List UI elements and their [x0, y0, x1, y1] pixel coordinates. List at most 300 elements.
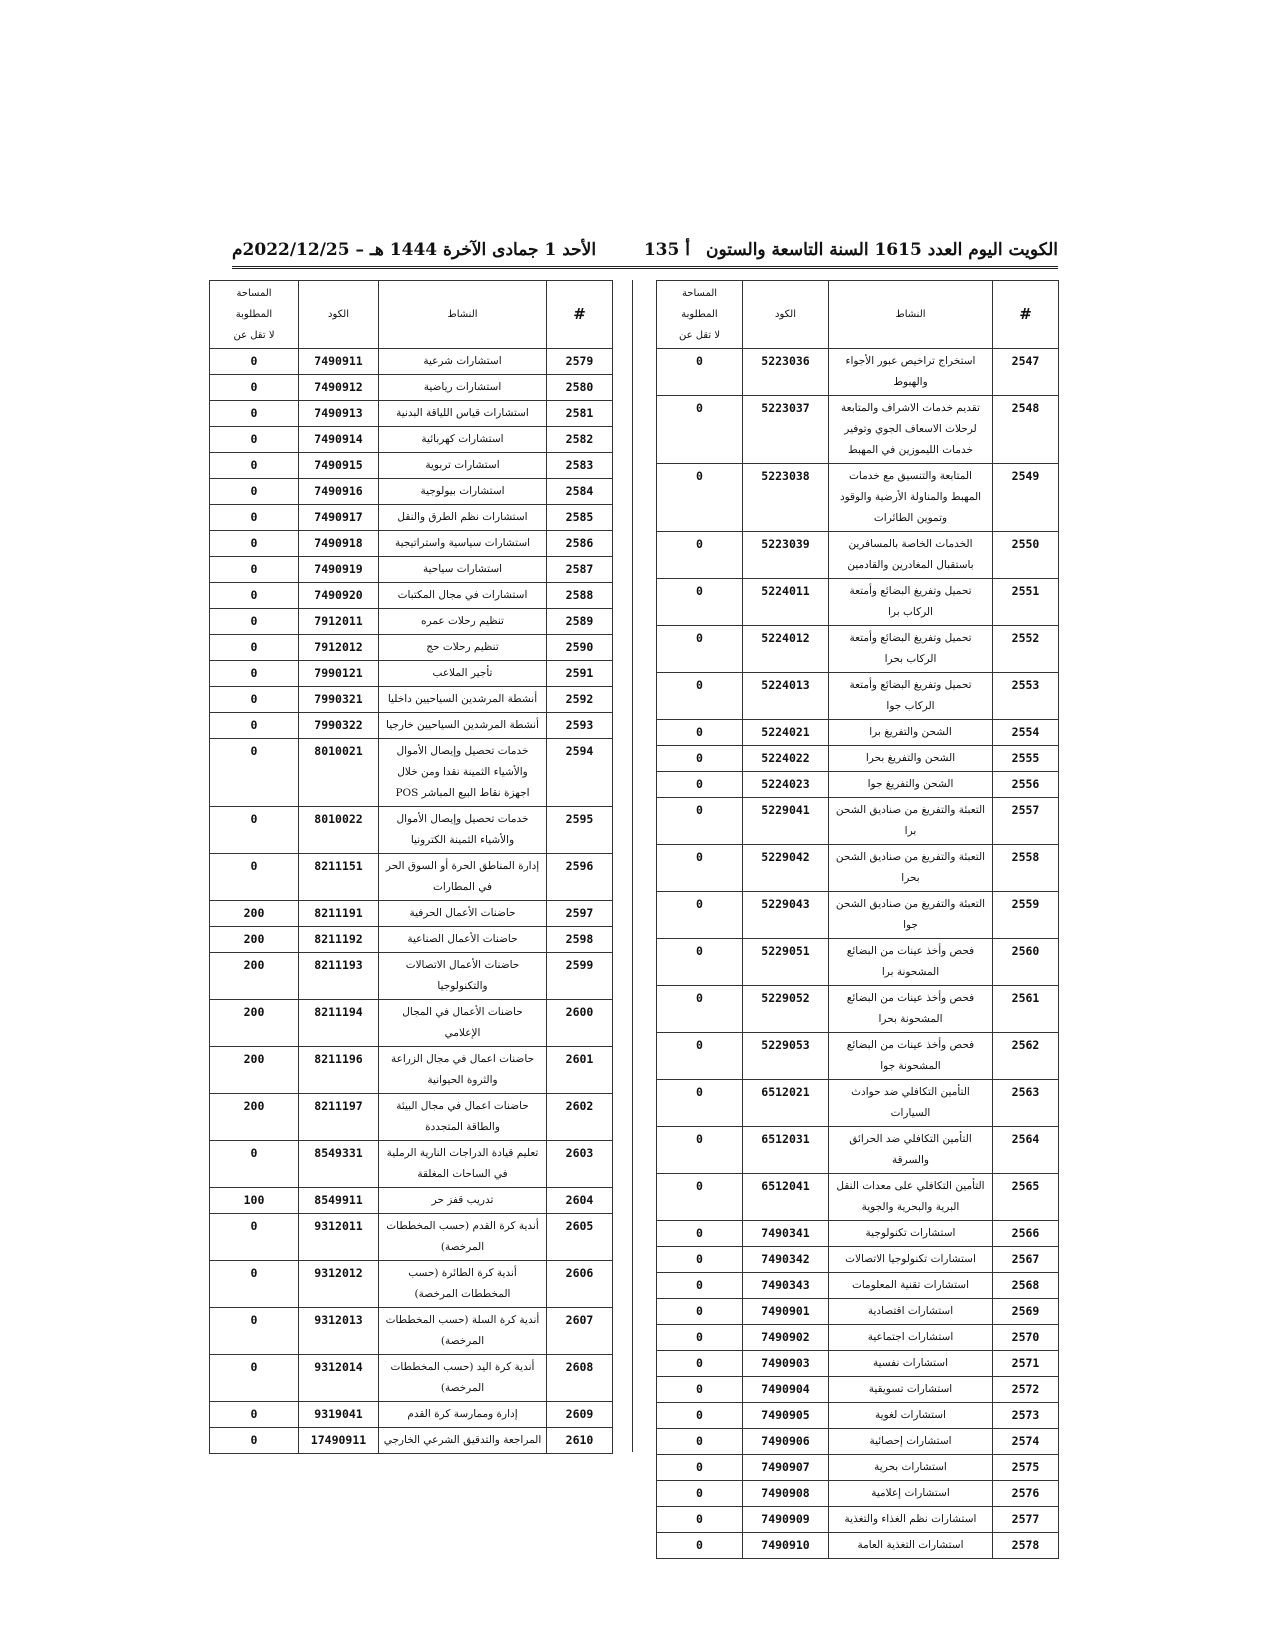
table-row — [210, 609, 613, 635]
col-header-area — [657, 281, 743, 349]
row-code: 6512021 — [743, 1080, 829, 1127]
row-code: 5223036 — [743, 349, 829, 396]
row-activity: حاضنات الأعمال في المجال الإعلامي — [379, 1000, 547, 1047]
row-code: 7990321 — [299, 687, 379, 713]
table-row — [210, 635, 613, 661]
row-area: 0 — [657, 1273, 743, 1299]
row-activity: تنظيم رحلات عمره — [379, 609, 547, 635]
col-header-area-line2: المطلوبة — [235, 309, 273, 320]
table-row — [210, 1355, 613, 1402]
row-number: 2552 — [993, 626, 1059, 673]
row-activity: استشارات شرعية — [379, 349, 547, 375]
row-number: 2595 — [547, 807, 613, 854]
row-area: 0 — [210, 807, 299, 854]
table-row — [657, 1221, 1059, 1247]
row-area: 0 — [657, 772, 743, 798]
col-header-area — [210, 281, 299, 349]
table-row — [657, 720, 1059, 746]
row-activity: التأمين التكافلي على معدات النقل البرية والبحرية والجوية — [829, 1174, 993, 1221]
table-row — [657, 1377, 1059, 1403]
row-area: 0 — [210, 739, 299, 807]
row-number: 2550 — [993, 532, 1059, 579]
row-activity: استشارات تكنولوجيا الاتصالات — [829, 1247, 993, 1273]
row-activity: خدمات تحصيل وإيصال الأموال والأشياء الثمينة الكترونيا — [379, 807, 547, 854]
row-code: 7990121 — [299, 661, 379, 687]
table-row — [210, 1214, 613, 1261]
row-code: 7490909 — [743, 1507, 829, 1533]
row-code: 6512041 — [743, 1174, 829, 1221]
row-activity: الشحن والتفريغ جوا — [829, 772, 993, 798]
row-number: 2575 — [993, 1455, 1059, 1481]
table-row — [657, 986, 1059, 1033]
table-row — [210, 661, 613, 687]
row-number: 2594 — [547, 739, 613, 807]
table-row — [657, 626, 1059, 673]
table-row — [657, 1033, 1059, 1080]
row-area: 0 — [210, 609, 299, 635]
row-area: 0 — [210, 1402, 299, 1428]
row-activity: تحميل وتفريغ البضائع وأمتعة الركاب جوا — [829, 673, 993, 720]
row-number: 2563 — [993, 1080, 1059, 1127]
col-header-area-line1: المساحة — [681, 288, 718, 299]
row-number: 2590 — [547, 635, 613, 661]
row-number: 2604 — [547, 1188, 613, 1214]
table-row — [210, 1000, 613, 1047]
row-number: 2603 — [547, 1141, 613, 1188]
row-area: 0 — [657, 532, 743, 579]
row-code: 17490911 — [299, 1428, 379, 1454]
table-row — [657, 1533, 1059, 1559]
row-code: 7490907 — [743, 1455, 829, 1481]
row-activity: استشارات تسويقية — [829, 1377, 993, 1403]
page-number: أ 135 — [643, 240, 690, 260]
row-number: 2581 — [547, 401, 613, 427]
row-activity: حاضنات اعمال في مجال الزراعة والثروة الحيوانية — [379, 1047, 547, 1094]
row-area: 0 — [210, 1214, 299, 1261]
left-activities-table — [209, 280, 613, 1454]
table-header-row — [210, 281, 613, 349]
table-row — [210, 479, 613, 505]
row-number: 2558 — [993, 845, 1059, 892]
left-table-body — [210, 349, 613, 1454]
row-code: 7912011 — [299, 609, 379, 635]
row-activity: استشارات نظم الطرق والنقل — [379, 505, 547, 531]
row-number: 2564 — [993, 1127, 1059, 1174]
row-area: 200 — [210, 1047, 299, 1094]
row-area: 0 — [657, 1325, 743, 1351]
table-row — [657, 532, 1059, 579]
row-area: 0 — [657, 579, 743, 626]
row-activity: أندية كرة السلة (حسب المخططات المرخصة) — [379, 1308, 547, 1355]
table-row — [210, 1261, 613, 1308]
row-number: 2599 — [547, 953, 613, 1000]
table-row — [210, 854, 613, 901]
row-area: 0 — [657, 396, 743, 464]
row-number: 2547 — [993, 349, 1059, 396]
row-code: 9312014 — [299, 1355, 379, 1402]
row-code: 8211196 — [299, 1047, 379, 1094]
row-area: 0 — [657, 673, 743, 720]
row-number: 2567 — [993, 1247, 1059, 1273]
row-activity: استشارات إعلامية — [829, 1481, 993, 1507]
table-row — [210, 1094, 613, 1141]
row-activity: أنشطة المرشدين السياحيين داخليا — [379, 687, 547, 713]
row-code: 8211192 — [299, 927, 379, 953]
row-activity: حاضنات الأعمال الصناعية — [379, 927, 547, 953]
row-code: 7490903 — [743, 1351, 829, 1377]
table-row — [210, 1402, 613, 1428]
col-header-code: الكود — [743, 281, 829, 349]
row-code: 7490911 — [299, 349, 379, 375]
col-header-number: # — [993, 281, 1059, 349]
row-number: 2559 — [993, 892, 1059, 939]
row-area: 0 — [657, 1247, 743, 1273]
table-row — [657, 939, 1059, 986]
row-number: 2583 — [547, 453, 613, 479]
row-area: 0 — [657, 939, 743, 986]
row-code: 8010021 — [299, 739, 379, 807]
table-row — [657, 1273, 1059, 1299]
row-number: 2562 — [993, 1033, 1059, 1080]
row-number: 2607 — [547, 1308, 613, 1355]
row-code: 8211193 — [299, 953, 379, 1000]
row-area: 0 — [210, 1261, 299, 1308]
row-number: 2582 — [547, 427, 613, 453]
row-activity: خدمات تحصيل وإيصال الأموال والأشياء الثمينة نقدا ومن خلال اجهزة نقاط البيع المباشر POS — [379, 739, 547, 807]
table-row — [210, 531, 613, 557]
row-number: 2556 — [993, 772, 1059, 798]
row-number: 2571 — [993, 1351, 1059, 1377]
row-area: 0 — [210, 1308, 299, 1355]
row-area: 0 — [210, 375, 299, 401]
row-code: 5224011 — [743, 579, 829, 626]
row-number: 2586 — [547, 531, 613, 557]
row-number: 2549 — [993, 464, 1059, 532]
col-header-area-line1: المساحة — [236, 288, 272, 299]
row-number: 2565 — [993, 1174, 1059, 1221]
table-row — [210, 453, 613, 479]
table-row — [210, 583, 613, 609]
row-activity: استشارات سياسية واستراتيجية — [379, 531, 547, 557]
row-area: 0 — [657, 746, 743, 772]
row-number: 2610 — [547, 1428, 613, 1454]
row-activity: أندية كرة القدم (حسب المخططات المرخصة) — [379, 1214, 547, 1261]
row-code: 7490343 — [743, 1273, 829, 1299]
row-number: 2584 — [547, 479, 613, 505]
row-number: 2587 — [547, 557, 613, 583]
row-activity: الشحن والتفريغ برا — [829, 720, 993, 746]
row-number: 2591 — [547, 661, 613, 687]
row-number: 2572 — [993, 1377, 1059, 1403]
row-code: 7490341 — [743, 1221, 829, 1247]
row-activity: استشارات إحصائية — [829, 1429, 993, 1455]
table-row — [657, 1299, 1059, 1325]
row-activity: الشحن والتفريغ بحرا — [829, 746, 993, 772]
row-code: 8549911 — [299, 1188, 379, 1214]
row-area: 0 — [657, 1377, 743, 1403]
col-header-activity: النشاط — [829, 281, 993, 349]
row-area: 0 — [657, 1221, 743, 1247]
row-area: 100 — [210, 1188, 299, 1214]
row-activity: تحميل وتفريغ البضائع وأمتعة الركاب بحرا — [829, 626, 993, 673]
row-area: 200 — [210, 953, 299, 1000]
row-activity: استشارات في مجال المكتبات — [379, 583, 547, 609]
table-row — [657, 746, 1059, 772]
table-row — [657, 396, 1059, 464]
row-area: 0 — [210, 1141, 299, 1188]
row-number: 2579 — [547, 349, 613, 375]
row-activity: أنشطة المرشدين السياحيين خارجيا — [379, 713, 547, 739]
row-code: 7912012 — [299, 635, 379, 661]
row-activity: استخراج تراخيص عبور الأجواء والهبوط — [829, 349, 993, 396]
row-code: 7490905 — [743, 1403, 829, 1429]
row-activity: استشارات التغذية العامة — [829, 1533, 993, 1559]
row-area: 0 — [657, 720, 743, 746]
row-activity: استشارات نفسية — [829, 1351, 993, 1377]
row-number: 2609 — [547, 1402, 613, 1428]
table-row — [657, 1481, 1059, 1507]
row-activity: استشارات رياضية — [379, 375, 547, 401]
row-area: 0 — [210, 505, 299, 531]
row-area: 200 — [210, 927, 299, 953]
row-activity: استشارات اقتصادية — [829, 1299, 993, 1325]
table-row — [210, 1188, 613, 1214]
row-area: 0 — [657, 1507, 743, 1533]
header-rule — [232, 266, 1058, 269]
row-area: 0 — [657, 1127, 743, 1174]
row-number: 2574 — [993, 1429, 1059, 1455]
row-code: 8211194 — [299, 1000, 379, 1047]
col-header-area-line2: المطلوبة — [681, 309, 718, 320]
row-number: 2601 — [547, 1047, 613, 1094]
row-code: 9312013 — [299, 1308, 379, 1355]
row-area: 0 — [657, 1403, 743, 1429]
row-code: 7490917 — [299, 505, 379, 531]
row-code: 5224012 — [743, 626, 829, 673]
row-area: 0 — [657, 1080, 743, 1127]
row-code: 7490912 — [299, 375, 379, 401]
row-activity: استشارات اجتماعية — [829, 1325, 993, 1351]
row-activity: أندية كرة اليد (حسب المخططات المرخصة) — [379, 1355, 547, 1402]
row-activity: استشارات بحرية — [829, 1455, 993, 1481]
row-code: 7490914 — [299, 427, 379, 453]
row-activity: استشارات بيولوجية — [379, 479, 547, 505]
row-number: 2557 — [993, 798, 1059, 845]
row-number: 2573 — [993, 1403, 1059, 1429]
row-code: 5224021 — [743, 720, 829, 746]
row-area: 0 — [210, 661, 299, 687]
row-area: 0 — [657, 1299, 743, 1325]
row-number: 2600 — [547, 1000, 613, 1047]
row-code: 6512031 — [743, 1127, 829, 1174]
row-number: 2570 — [993, 1325, 1059, 1351]
row-code: 8211197 — [299, 1094, 379, 1141]
table-row — [657, 1507, 1059, 1533]
row-area: 0 — [657, 845, 743, 892]
row-area: 0 — [210, 479, 299, 505]
row-code: 7490908 — [743, 1481, 829, 1507]
row-code: 9312012 — [299, 1261, 379, 1308]
row-number: 2561 — [993, 986, 1059, 1033]
table-row — [657, 1127, 1059, 1174]
row-activity: استشارات سياحية — [379, 557, 547, 583]
row-activity: تأجير الملاعب — [379, 661, 547, 687]
table-row — [657, 772, 1059, 798]
table-row — [210, 807, 613, 854]
row-activity: أندية كرة الطائرة (حسب المخططات المرخصة) — [379, 1261, 547, 1308]
table-row — [657, 1403, 1059, 1429]
row-area: 200 — [210, 901, 299, 927]
row-number: 2598 — [547, 927, 613, 953]
table-row — [657, 464, 1059, 532]
table-row — [210, 557, 613, 583]
row-number: 2592 — [547, 687, 613, 713]
col-header-area-line3: لا تقل عن — [233, 330, 275, 341]
row-number: 2569 — [993, 1299, 1059, 1325]
row-number: 2578 — [993, 1533, 1059, 1559]
row-code: 7490918 — [299, 531, 379, 557]
row-area: 0 — [657, 798, 743, 845]
table-row — [657, 1429, 1059, 1455]
right-activities-table — [656, 280, 1059, 1559]
row-code: 8010022 — [299, 807, 379, 854]
table-row — [210, 401, 613, 427]
row-code: 9312011 — [299, 1214, 379, 1261]
table-row — [657, 579, 1059, 626]
table-row — [657, 1455, 1059, 1481]
row-area: 0 — [657, 1481, 743, 1507]
row-number: 2602 — [547, 1094, 613, 1141]
row-code: 5229042 — [743, 845, 829, 892]
row-activity: إدارة وممارسة كرة القدم — [379, 1402, 547, 1428]
table-row — [210, 713, 613, 739]
table-row — [657, 1174, 1059, 1221]
row-area: 200 — [210, 1094, 299, 1141]
row-code: 5224023 — [743, 772, 829, 798]
row-area: 0 — [657, 892, 743, 939]
row-area: 0 — [657, 349, 743, 396]
row-activity: استشارات كهربائية — [379, 427, 547, 453]
row-activity: استشارات تربوية — [379, 453, 547, 479]
row-code: 7490919 — [299, 557, 379, 583]
table-row — [210, 953, 613, 1000]
row-code: 7490920 — [299, 583, 379, 609]
row-code: 7490906 — [743, 1429, 829, 1455]
table-row — [210, 505, 613, 531]
col-header-area-line3: لا تقل عن — [678, 330, 721, 341]
row-number: 2554 — [993, 720, 1059, 746]
row-activity: استشارات نظم الغذاء والتغذية — [829, 1507, 993, 1533]
row-number: 2597 — [547, 901, 613, 927]
row-activity: فحص وأخذ عينات من البضائع المشحونة بحرا — [829, 986, 993, 1033]
table-row — [210, 901, 613, 927]
row-activity: التأمين التكافلي ضد الحرائق والسرقة — [829, 1127, 993, 1174]
row-code: 7490342 — [743, 1247, 829, 1273]
table-row — [657, 673, 1059, 720]
row-area: 200 — [210, 1000, 299, 1047]
row-area: 0 — [210, 557, 299, 583]
row-code: 5224022 — [743, 746, 829, 772]
row-activity: تدريب قفز حر — [379, 1188, 547, 1214]
right-table-body — [657, 349, 1059, 1559]
table-row — [657, 892, 1059, 939]
row-number: 2553 — [993, 673, 1059, 720]
row-number: 2566 — [993, 1221, 1059, 1247]
table-row — [210, 687, 613, 713]
column-divider — [632, 280, 633, 1452]
row-area: 0 — [210, 1428, 299, 1454]
row-area: 0 — [210, 349, 299, 375]
row-activity: التعبئة والتفريغ من صناديق الشحن بحرا — [829, 845, 993, 892]
issue-date: الأحد 1 جمادى الآخرة 1444 هـ – 2022/12/25م — [232, 240, 597, 260]
row-area: 0 — [657, 1033, 743, 1080]
row-area: 0 — [657, 1174, 743, 1221]
row-activity: تحميل وتفريغ البضائع وأمتعة الركاب برا — [829, 579, 993, 626]
row-area: 0 — [210, 713, 299, 739]
table-row — [657, 1351, 1059, 1377]
col-header-activity: النشاط — [379, 281, 547, 349]
row-code: 7990322 — [299, 713, 379, 739]
table-row — [657, 349, 1059, 396]
row-number: 2585 — [547, 505, 613, 531]
row-code: 7490915 — [299, 453, 379, 479]
row-activity: استشارات قياس اللياقة البدنية — [379, 401, 547, 427]
row-area: 0 — [210, 401, 299, 427]
row-number: 2580 — [547, 375, 613, 401]
col-header-number: # — [547, 281, 613, 349]
row-activity: الخدمات الخاصة بالمسافرين باستقبال المغادرين والقادمين — [829, 532, 993, 579]
row-area: 0 — [210, 1355, 299, 1402]
row-number: 2605 — [547, 1214, 613, 1261]
row-activity: استشارات تقنية المعلومات — [829, 1273, 993, 1299]
row-code: 5223037 — [743, 396, 829, 464]
table-row — [210, 1308, 613, 1355]
table-row — [210, 739, 613, 807]
row-activity: تعليم قيادة الدراجات النارية الرملية في الساحات المغلقة — [379, 1141, 547, 1188]
row-code: 5223038 — [743, 464, 829, 532]
row-activity: استشارات تكنولوجية — [829, 1221, 993, 1247]
row-area: 0 — [210, 427, 299, 453]
row-code: 7490910 — [743, 1533, 829, 1559]
row-number: 2551 — [993, 579, 1059, 626]
row-area: 0 — [657, 986, 743, 1033]
row-area: 0 — [210, 531, 299, 557]
table-row — [210, 375, 613, 401]
page-header — [232, 232, 1058, 268]
table-row — [657, 1247, 1059, 1273]
table-row — [657, 1325, 1059, 1351]
row-activity: تنظيم رحلات حج — [379, 635, 547, 661]
row-area: 0 — [657, 1455, 743, 1481]
table-row — [210, 1428, 613, 1454]
table-row — [210, 427, 613, 453]
row-activity: التأمين التكافلي ضد حوادث السيارات — [829, 1080, 993, 1127]
row-area: 0 — [657, 626, 743, 673]
row-activity: فحص وأخذ عينات من البضائع المشحونة برا — [829, 939, 993, 986]
row-activity: التعبئة والتفريغ من صناديق الشحن جوا — [829, 892, 993, 939]
row-code: 9319041 — [299, 1402, 379, 1428]
table-row — [657, 1080, 1059, 1127]
row-area: 0 — [210, 635, 299, 661]
table-row — [657, 798, 1059, 845]
row-area: 0 — [657, 1351, 743, 1377]
table-row — [210, 349, 613, 375]
row-area: 0 — [210, 854, 299, 901]
row-code: 7490913 — [299, 401, 379, 427]
row-number: 2589 — [547, 609, 613, 635]
row-number: 2548 — [993, 396, 1059, 464]
row-activity: إدارة المناطق الحرة أو السوق الحر في المطارات — [379, 854, 547, 901]
